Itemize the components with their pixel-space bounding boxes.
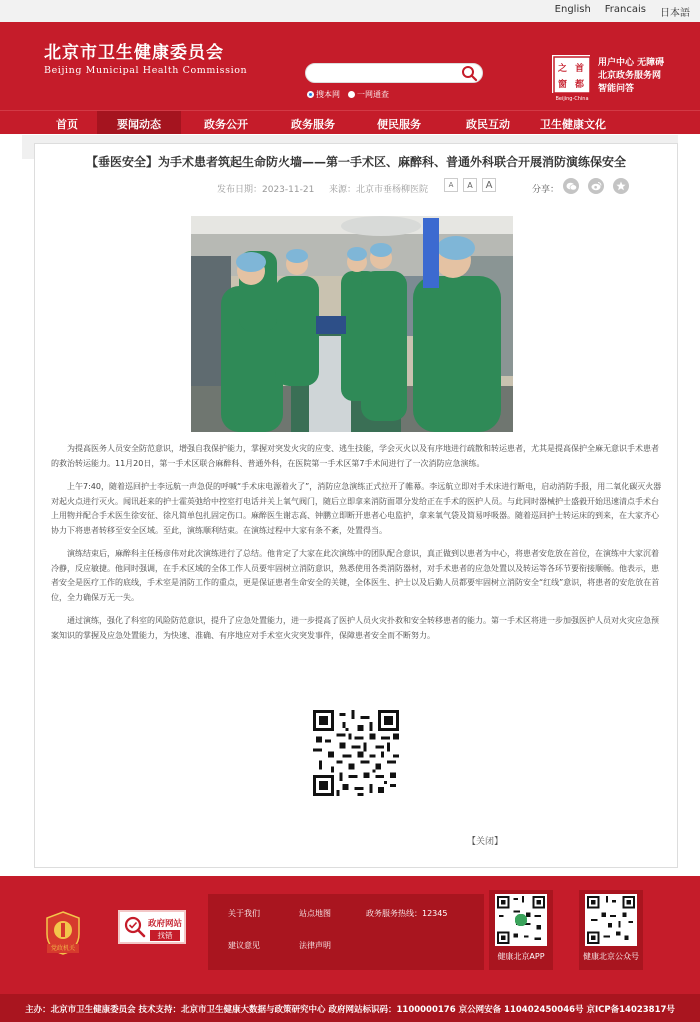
wechat-qr-label: 健康北京公众号 — [583, 952, 639, 961]
app-qr-code — [495, 894, 547, 946]
magnifier-check-icon — [124, 916, 146, 938]
gov-correct-line1: 政府网站 — [148, 919, 183, 929]
site-logo[interactable] — [44, 38, 247, 76]
language-bar — [0, 0, 700, 22]
radio-unselected-icon — [348, 91, 355, 98]
font-small-button[interactable]: A — [444, 178, 458, 192]
font-size-controls — [444, 178, 496, 192]
feedback-link[interactable]: 建议意见 — [228, 941, 260, 950]
article-source: 来源：北京市垂杨柳医院 — [329, 185, 429, 195]
legal-notice-link[interactable]: 法律声明 — [299, 941, 331, 950]
lang-english-link[interactable]: English — [554, 4, 591, 15]
search-scope — [307, 89, 389, 100]
footer-bottom-bar: 主办：北京市卫生健康委员会 技术支持：北京市卫生健康大数据与政策研究中心 政府网站标识码：1100000176 京公网安备 110402450046号 京ICP备14023817号 — [0, 994, 700, 1022]
service-hotline: 政务服务热线：12345 — [366, 909, 448, 918]
svg-text:首: 首 — [575, 64, 585, 74]
wechat-qr-box — [579, 890, 643, 970]
header-links — [598, 57, 664, 96]
nav-item-health-culture[interactable]: 卫生健康文化 — [540, 118, 606, 131]
scope-option-all[interactable]: 一网通查 — [348, 89, 389, 100]
svg-text:都: 都 — [575, 80, 585, 90]
app-qr-box — [489, 890, 553, 970]
article-paragraph: 通过演练，强化了科室的风险防范意识，提升了应急处置能力，进一步提高了医护人员火灾扑救和安全转移患者的能力。第一手术区将进一步加强医护人员对火灾应急预案知识的掌握及应急处置能力，为快速、准确、有序地应对手术室火灾突发事件，保障患者安全而不断努力。 — [51, 616, 659, 640]
article-paragraph: 为提高医务人员安全防范意识，增强自我保护能力，掌握对突发火灾的应变、逃生技能，学会灭火以及有序地进行疏散和转运患者，尤其是提高保护全麻无意识手术患者的救治转运能力。11月20日，第一手术区联合麻醉科、普通外科，在医院第一手术区第7手术间进行了一次消防应急演练。 — [51, 444, 659, 468]
language-links — [555, 4, 690, 19]
nav-item-public-service[interactable]: 便民服务 — [377, 118, 421, 131]
article-photo — [191, 216, 513, 432]
lang-japanese-link[interactable]: 日本語 — [660, 8, 690, 19]
close-link[interactable]: 【关闭】 — [467, 837, 504, 847]
search-icon[interactable] — [460, 65, 478, 81]
party-gov-emblem[interactable] — [44, 910, 82, 956]
favorite-icon[interactable] — [613, 178, 629, 194]
article-panel — [34, 143, 678, 868]
nav-item-interaction[interactable]: 政民互动 — [466, 118, 510, 131]
site-header — [0, 22, 700, 110]
gov-site-error-report[interactable] — [118, 910, 186, 944]
beijing-gov-service-link[interactable]: 北京政务服务网 — [598, 71, 662, 81]
article-body — [51, 442, 663, 652]
user-center-link[interactable]: 用户中心 无障碍 — [598, 58, 665, 68]
lang-french-link[interactable]: Francais — [604, 4, 646, 15]
footer-links — [208, 894, 484, 970]
app-qr-label: 健康北京APP — [497, 952, 545, 961]
article-paragraph: 上午7:40，随着巡回护士李远航一声急促的呼喊“手术床电源着火了”，消防应急演练正式拉开了帷幕。李远航立即对手术床进行断电，启动消防手报，用二氧化碳灭火器对起火点进行灭火。闻讯赶来的护士霍英弛给中控室打电话并关上氧气阀门，随后立即拿来消防面罩分发给正在手术的医护人员。与此同时器械护士盛毅开始迅速清点手术台上用物并配合手术医生徐安征、徐凡简单包扎固定伤口。麻醉医生谢志高、钟鹏立即断开患者心电监护，拿来氧气袋及简易呼吸器。随着巡回护士转运床的到来，在大家齐心协力下将患者转移至安全区域。至此，演练顺利结束。在演练过程中大家有条不紊，处置得当。 — [51, 482, 662, 535]
article-paragraph: 演练结束后，麻醉科主任杨彦伟对此次演练进行了总结。他肯定了大家在此次演练中的团队配合意识，真正做到以患者为中心，将患者安危放在首位，在演练中大家沉着冷静，反应敏捷。他同时强调，在手术区域的全体工作人员要牢固树立消防意识，熟悉使用各类消防器材，对手术患者的应急处置以及转运等各环节要衔接顺畅。他表示，患者安全是医疗工作的底线，手术室是消防工作的重点，更是保证患者生命安全的关键，全体医生、护士以及后勤人员都要牢固树立消防安全“红线”意识，将患者的安危放在首位，全力确保万无一失。 — [51, 549, 660, 602]
capital-window-seal[interactable] — [552, 55, 590, 102]
main-nav — [0, 110, 700, 134]
article-meta — [35, 176, 677, 202]
nav-item-home[interactable]: 首页 — [56, 118, 78, 131]
svg-text:之: 之 — [558, 64, 568, 74]
wechat-icon[interactable] — [563, 178, 579, 194]
radio-selected-icon — [307, 91, 314, 98]
seal-subtitle: Beijing-China — [555, 96, 589, 102]
share-label: 分享： — [532, 185, 560, 195]
site-footer — [0, 876, 700, 1022]
article-qr-code — [313, 710, 399, 796]
search-box — [305, 63, 483, 83]
font-large-button[interactable]: A — [482, 178, 496, 192]
gov-correct-line2: 找错 — [150, 930, 180, 941]
font-medium-button[interactable]: A — [463, 178, 477, 192]
nav-item-gov-service[interactable]: 政务服务 — [291, 118, 335, 131]
seal-logo-icon — [553, 56, 591, 94]
emblem-label: 党政机关 — [47, 944, 79, 953]
wechat-official-qr-code — [585, 894, 637, 946]
scope-option-site[interactable]: 搜本网 — [307, 89, 340, 100]
article-title: 【垂医安全】为手术患者筑起生命防火墙——第一手术区、麻醉科、普通外科联合开展消防演练保安全 — [85, 155, 626, 169]
publish-date: 发布日期：2023-11-21 — [217, 185, 315, 195]
nav-item-news[interactable]: 要闻动态 — [97, 111, 181, 134]
site-map-link[interactable]: 站点地图 — [299, 909, 331, 918]
about-us-link[interactable]: 关于我们 — [228, 909, 260, 918]
site-title-en: Beijing Municipal Health Commission — [44, 65, 248, 76]
svg-text:窗: 窗 — [558, 80, 568, 90]
weibo-icon[interactable] — [588, 178, 604, 194]
nav-item-gov-open[interactable]: 政务公开 — [204, 118, 248, 131]
search-input[interactable] — [306, 64, 456, 82]
share-icons — [563, 178, 629, 194]
site-title-cn: 北京市卫生健康委员会 — [44, 43, 224, 63]
smart-qa-link[interactable]: 智能问答 — [598, 84, 635, 94]
